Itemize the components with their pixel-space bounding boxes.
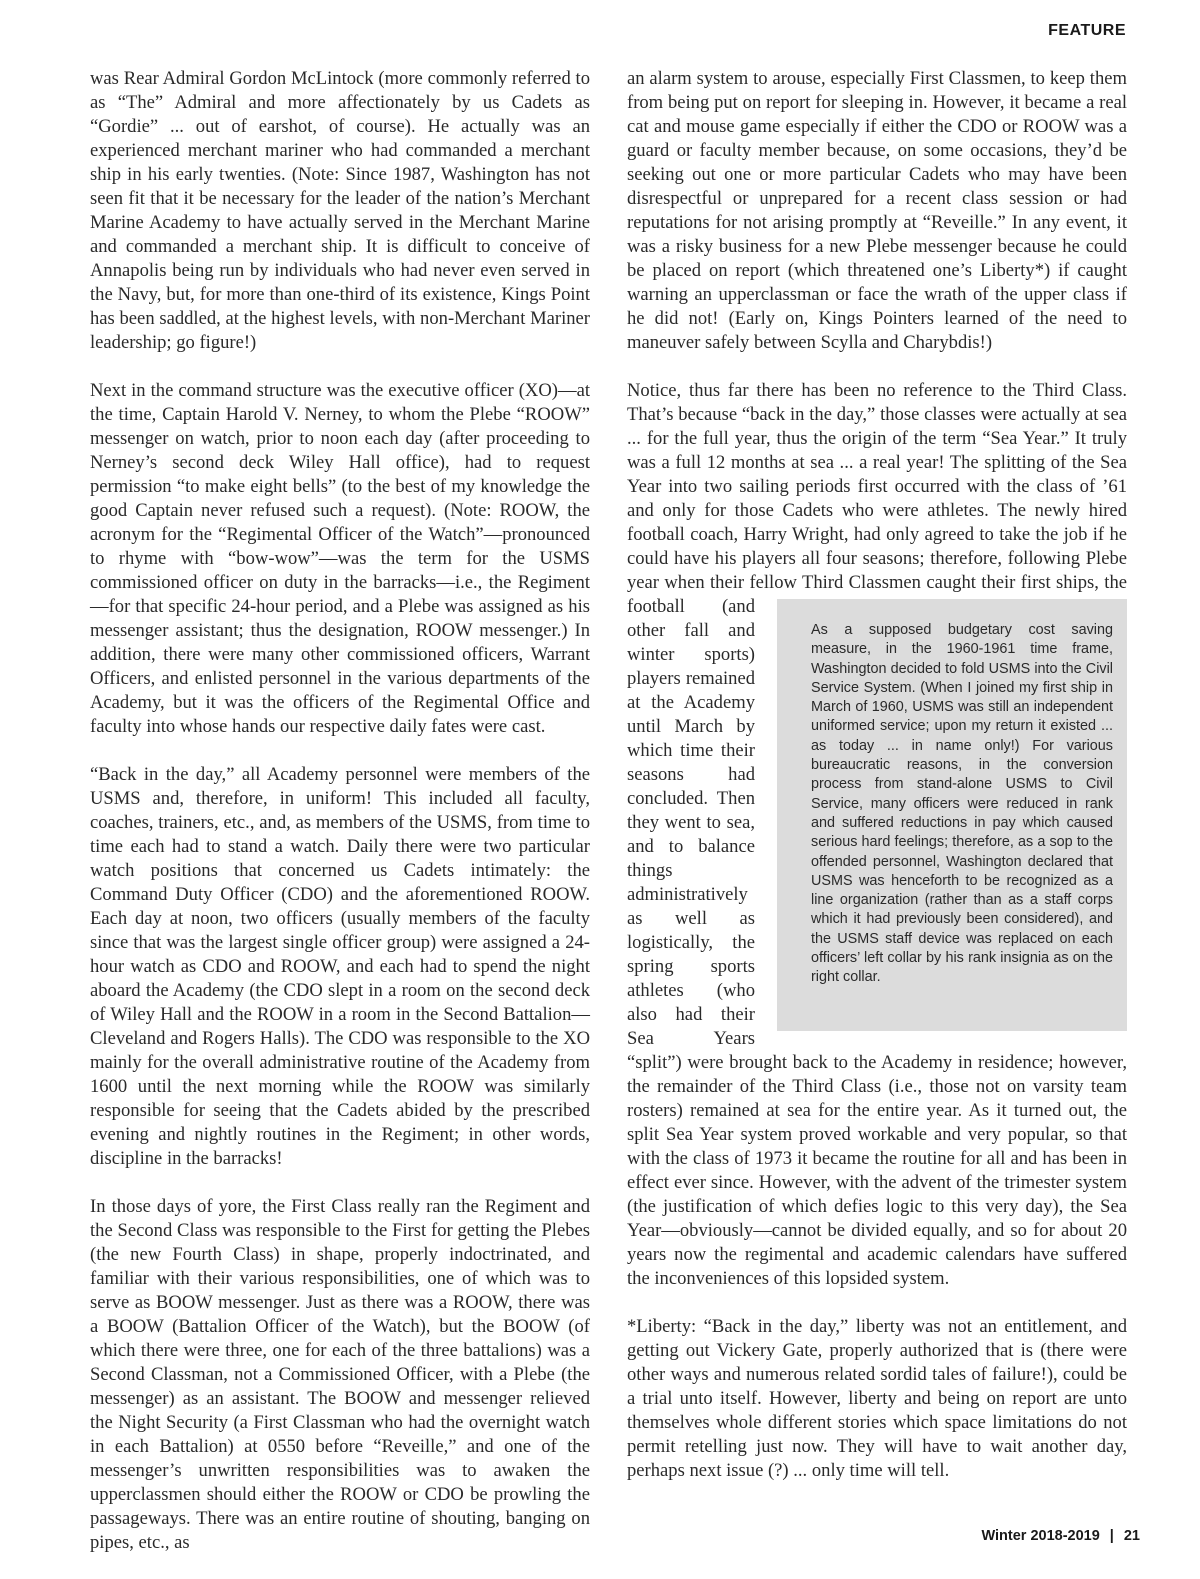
- paragraph: “Back in the day,” all Academy personnel were members of the USMS and, therefore, in uniform! This included all faculty, coaches, trainers, etc., and, as members of the USMS, from time to time each had to stand a watch. Daily there were two particular watch positions that concerned us Cadets intimately: the Command Duty Officer (CDO) and the aforementioned ROOW. Each day at noon, two officers (usually members of the faculty since that was the largest single officer group) were assigned a 24-hour watch as CDO and ROOW, and each had to spend the night aboard the Academy (the CDO slept in a room on the second deck of Wiley Hall and the ROOW in a room in the Second Battalion—Cleveland and Rogers Halls). The CDO was responsible to the XO mainly for the overall administrative routine of the Academy from 1600 until the next morning while the ROOW was similarly responsible for seeing that the Cadets abided by the prescribed evening and nightly routines in the Regiment; in other words, discipline in the barracks!: [90, 764, 590, 1169]
- paragraph: [627, 379, 1127, 1291]
- paragraph: Next in the command structure was the executive officer (XO)—at the time, Captain Harold V. Nerney, to whom the Plebe “ROOW” messenger on watch, prior to noon each day (after proceeding to Nerney’s second deck Wiley Hall office), had to request permission “to make eight bells” (to the best of my knowledge the good Captain never refused such a request). (Note: ROOW, the acronym for the “Regimental Officer of the Watch”—pronounced to rhyme with “bow-wow”—was the term for the USMS commissioned officer on duty in the barracks—i.e., the Regiment—for that specific 24-hour period, and a Plebe was assigned as his messenger assistant; thus the designation, ROOW messenger.) In addition, there were many other commissioned officers, Warrant Officers, and enlisted personnel in the various departments of the Academy, but it was the officers of the Regimental Office and faculty into whose hands our respective daily fates were cast.: [90, 380, 590, 737]
- paragraph: *Liberty: “Back in the day,” liberty was not an entitlement, and getting out Vickery Gate, properly authorized that is (there were other ways and numerous related sordid tales of failure!), could be a trial unto itself. However, liberty and being on report are unto themselves whole different stories which space limitations do not permit retelling just now. They will have to wait another day, perhaps next issue (?) ... only time will tell.: [627, 1316, 1127, 1481]
- page-footer: [981, 1528, 1140, 1544]
- paragraph-continuation: caught their first ships, the football (and other fall and winter sports) players remained at the Academy until March by which time their seasons had concluded. Then they went to sea, and to balance things administratively as well as logistically, the spring sports athletes (who also had their Sea Years “split”) were brought back to the Academy in residence; however, the remainder of the Third Class (i.e., those not on varsity team rosters) remained at sea for the entire year. As it turned out, the split Sea Year system proved workable and very popular, so that with the class of 1973 it became the routine for all and has been in effect ever since. However, with the advent of the trimester system (the justification of which defies logic to this very day), the Sea Year—obviously—cannot be divided equally, and so for about 20 years now the regimental and academic calendars have suffered the inconveniences of this lopsided system.: [627, 572, 1127, 1289]
- footer-separator: |: [1109, 1528, 1114, 1544]
- right-column: [627, 67, 1127, 1507]
- paragraph: In those days of yore, the First Class really ran the Regiment and the Second Class was responsible to the First for getting the Plebes (the new Fourth Class) in shape, properly indoctrinated, and familiar with their various responsibilities, one of which was to serve as BOOW messenger. Just as there was a ROOW, there was a BOOW (Battalion Officer of the Watch), but the BOOW (of which there were three, one for each of the three battalions) was a Second Classman, not a Commissioned Officer, with a Plebe (the messenger) as an assistant. The BOOW and messenger relieved the Night Security (a First Classman who had the overnight watch in each Battalion) at 0550 before “Reveille,” and one of the messenger’s unwritten responsibilities was to awaken the upperclassmen should either the ROOW or CDO be prowling the passageways. There was an entire routine of shouting, banging on pipes, etc., as: [90, 1196, 590, 1553]
- left-column: [90, 67, 590, 1579]
- sidebar-callout: [777, 599, 1127, 1031]
- issue-label: Winter 2018-2019: [981, 1528, 1100, 1544]
- section-label: FEATURE: [1048, 22, 1126, 39]
- page-number: 21: [1123, 1528, 1140, 1544]
- paragraph-lead: Notice, thus far there has been no reference to the Third Class. That’s because “back in the day,” those classes were actually at sea ... for the full year, thus the origin of the term “Sea Year.” It truly was a full 12 months at sea ... a real year! The splitting of the Sea Year into two sailing periods first occurred with the class of ’61 and only for those Cadets who were athletes. The newly hired football coach, Harry Wright, had only agreed to take the job if he could have his players all four seasons; therefore, following Plebe year when their fellow Third Classmen: [627, 380, 1127, 593]
- paragraph: was Rear Admiral Gordon McLintock (more commonly referred to as “The” Admiral and more affectionately by us Cadets as “Gordie” ... out of earshot, of course). He actually was an experienced merchant mariner who had commanded a merchant ship in his early twenties. (Note: Since 1987, Washington has not seen fit that it be necessary for the leader of the nation’s Merchant Marine Academy to have actually served in the Merchant Marine and commanded a merchant ship. It is difficult to conceive of Annapolis being run by individuals who had never even served in the Navy, but, for more than one-third of its existence, Kings Point has been saddled, at the highest levels, with non-Merchant Mariner leadership; go figure!): [90, 68, 590, 353]
- paragraph: an alarm system to arouse, especially First Classmen, to keep them from being put on report for sleeping in. However, it became a real cat and mouse game especially if either the CDO or ROOW was a guard or faculty member because, on some occasions, they’d be seeking out one or more particular Cadets who may have been disrespectful or unprepared for a recent class session or had reputations for not arising promptly at “Reveille.” In any event, it was a risky business for a new Plebe messenger because he could be placed on report (which threatened one’s Liberty*) if caught warning an upperclassman or face the wrath of the upper class if he did not! (Early on, Kings Pointers learned of the need to maneuver safely between Scylla and Charybdis!): [627, 68, 1127, 353]
- sidebar-text: As a supposed budgetary cost saving measure, in the 1960-1961 time frame, Washington decided to fold USMS into the Civil Service System. (When I joined my first ship in March of 1960, USMS was still an independent uniformed service; upon my return it existed ... as today ... in name only!) For various bureaucratic reasons, in the conversion process from stand-alone USMS to Civil Service, many officers were reduced in rank and suffered reductions in pay which caused serious hard feelings; therefore, as a sop to the offended personnel, Washington declared that USMS was henceforth to be recognized as a line organization (rather than as a staff corps which it had previously been considered), and the USMS staff device was replaced on each officers’ left collar by his rank insignia as on the right collar.: [811, 622, 1113, 986]
